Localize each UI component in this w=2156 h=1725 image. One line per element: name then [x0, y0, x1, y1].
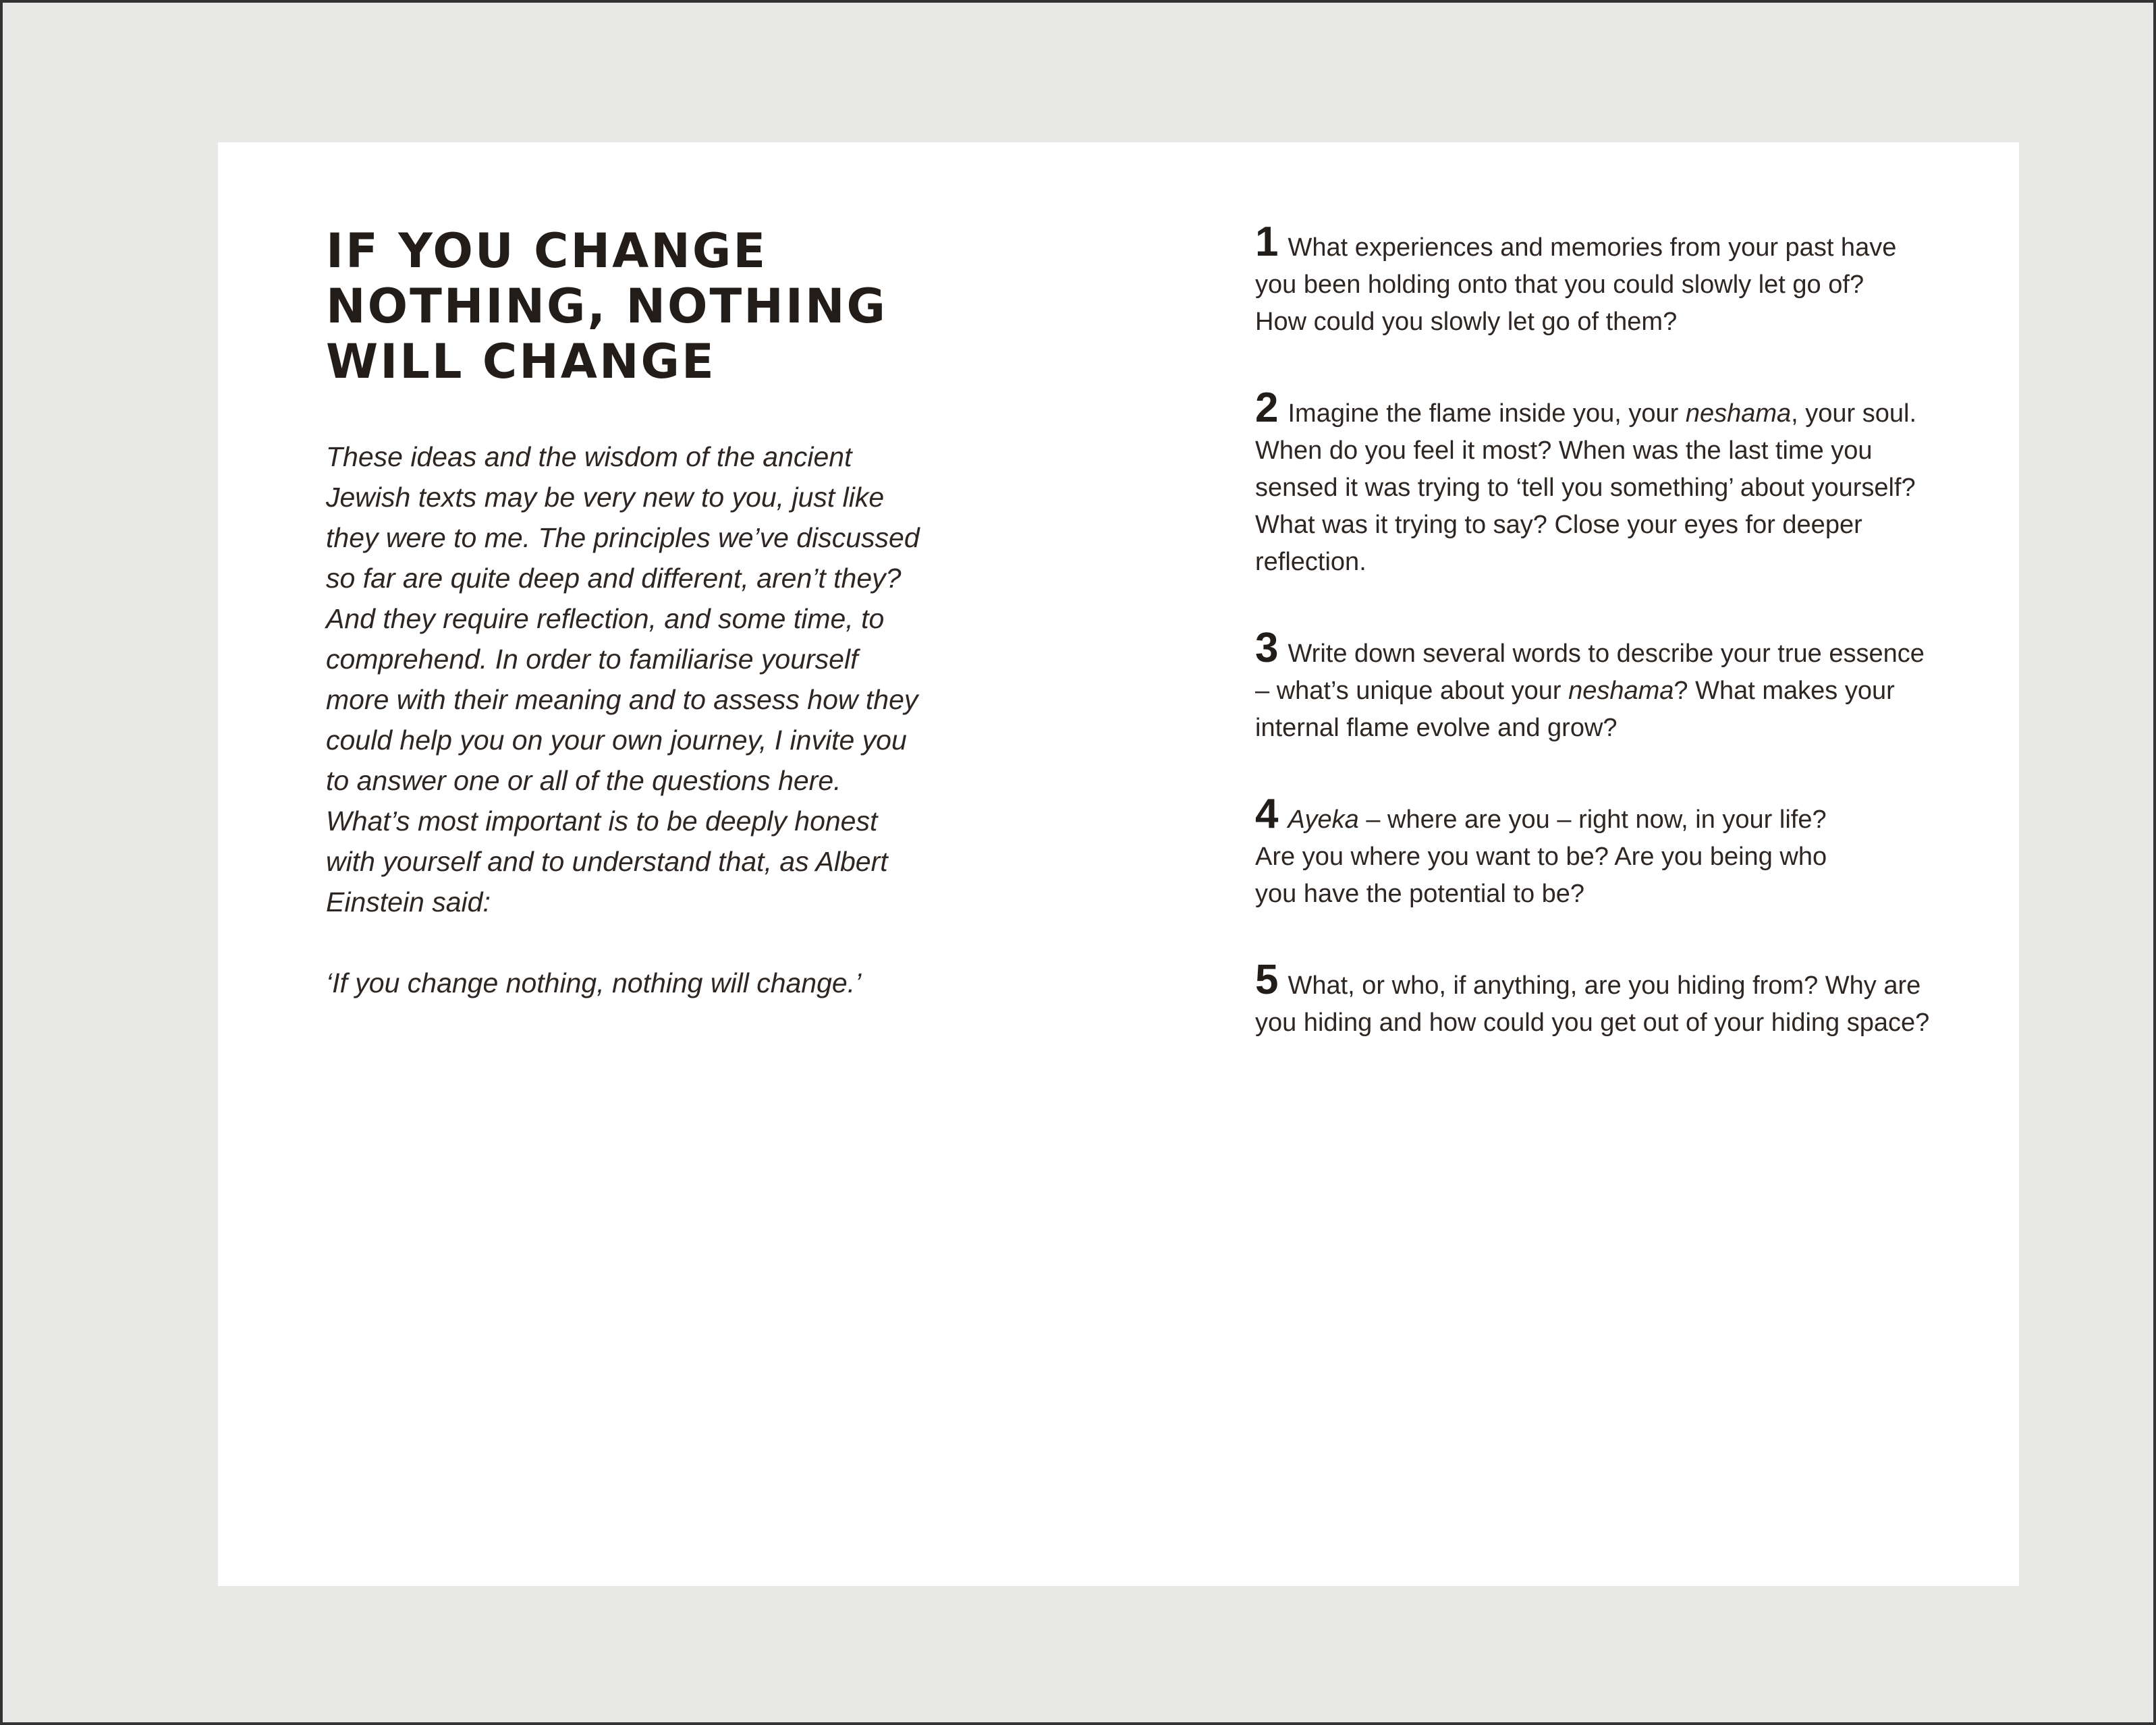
right-page	[1255, 219, 1970, 1090]
question-number: 5	[1255, 957, 1279, 1003]
question-line: What was it trying to say? Close your eyes for deeper	[1255, 511, 1862, 539]
question-line	[1255, 385, 1970, 432]
intro-line: And they require reflection, and some time, to	[326, 603, 885, 634]
intro-line: Jewish texts may be very new to you, just like	[326, 482, 885, 513]
question-text: Write down several words to describe your true essence	[1288, 640, 1925, 668]
intro-line: comprehend. In order to familiarise yourself	[326, 644, 858, 675]
intro-line: to answer one or all of the questions here.	[326, 765, 841, 796]
question-5	[1255, 957, 1970, 1042]
question-line: How could you slowly let go of them?	[1255, 308, 1678, 336]
question-text: – what’s unique about your	[1255, 677, 1569, 705]
question-line: Are you where you want to be? Are you being who	[1255, 843, 1827, 871]
title-line: NOTHING, NOTHING	[326, 279, 887, 334]
question-3	[1255, 625, 1970, 747]
question-number: 2	[1255, 385, 1279, 431]
question-number: 1	[1255, 219, 1279, 265]
intro-paragraph	[326, 436, 933, 922]
question-line	[1255, 219, 1970, 266]
question-term: neshama	[1685, 399, 1792, 428]
question-text: ? What makes your	[1674, 677, 1895, 705]
question-line	[1255, 673, 1970, 710]
question-term: Ayeka	[1288, 805, 1359, 834]
intro-line: so far are quite deep and different, aren’t they?	[326, 563, 902, 594]
intro-line: could help you on your own journey, I invite you	[326, 725, 907, 756]
question-1	[1255, 219, 1970, 341]
intro-line: more with their meaning and to assess how they	[326, 684, 918, 715]
question-text: What, or who, if anything, are you hiding from? Why are	[1288, 971, 1921, 1000]
title-line: WILL CHANGE	[326, 334, 716, 389]
question-line: you been holding onto that you could slowly let go of?	[1255, 271, 1864, 299]
book-spread	[218, 142, 2019, 1586]
question-line: you hiding and how could you get out of your hiding space?	[1255, 1009, 1930, 1037]
left-page	[326, 223, 933, 1003]
question-number: 4	[1255, 791, 1279, 837]
question-text: What experiences and memories from your past have	[1288, 233, 1897, 262]
intro-line: with yourself and to understand that, as Albert	[326, 846, 888, 877]
question-2	[1255, 385, 1970, 581]
question-line: you have the potential to be?	[1255, 880, 1585, 908]
question-text: , your soul.	[1791, 399, 1917, 428]
intro-line: These ideas and the wisdom of the ancient	[326, 441, 852, 472]
intro-text	[326, 436, 933, 1003]
einstein-quote: ‘If you change nothing, nothing will change.’	[326, 967, 862, 998]
intro-line: Einstein said:	[326, 886, 491, 917]
question-line	[1255, 791, 1970, 839]
question-line: reflection.	[1255, 548, 1366, 576]
question-line	[1255, 957, 1970, 1005]
question-line	[1255, 625, 1970, 673]
question-line: sensed it was trying to ‘tell you something’ about yourself?	[1255, 474, 1916, 502]
question-line: When do you feel it most? When was the last time you	[1255, 436, 1873, 465]
question-text: – where are you – right now, in your life?	[1358, 805, 1827, 834]
question-4	[1255, 791, 1970, 913]
question-number: 3	[1255, 625, 1279, 671]
intro-line: they were to me. The principles we’ve discussed	[326, 522, 920, 553]
question-term: neshama	[1568, 677, 1674, 705]
title-line: IF YOU CHANGE	[326, 223, 768, 279]
page-title	[326, 223, 933, 389]
question-text: Imagine the flame inside you, your	[1288, 399, 1686, 428]
question-line: internal flame evolve and grow?	[1255, 714, 1618, 742]
intro-line: What’s most important is to be deeply honest	[326, 805, 878, 837]
